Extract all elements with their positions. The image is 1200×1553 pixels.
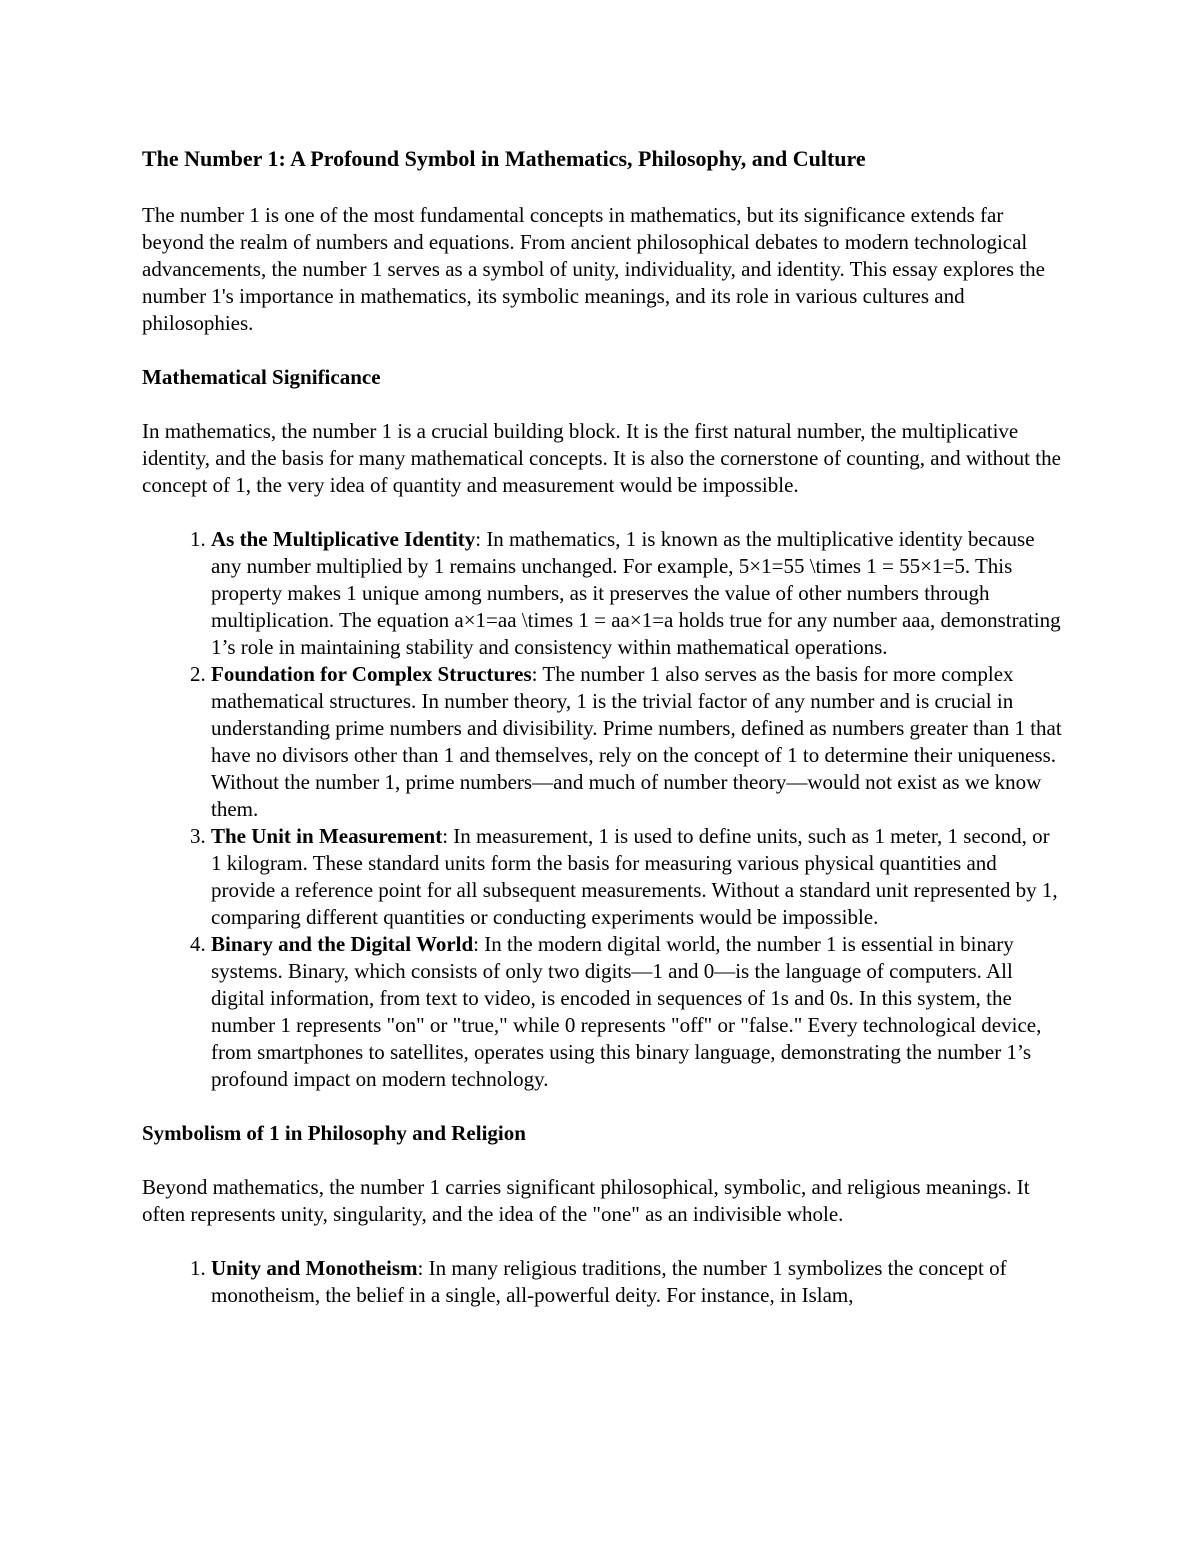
list-item-text: : In measurement, 1 is used to define units, such as 1 meter, 1 second, or 1 kilogram. These standard units form the basis for measuring various physical quantities and provide a reference point for all subsequent measurements. Without a standard unit represented by 1, comparing different quantities or conducting experiments would be impossible. [211,824,1058,929]
section-paragraph: Beyond mathematics, the number 1 carries significant philosophical, symbolic, and religious meanings. It often represents unity, singularity, and the idea of the "one" as an indivisible whole. [142,1175,1030,1226]
section-heading-symbolism: Symbolism of 1 in Philosophy and Religion [142,1121,526,1145]
numbered-list [142,1255,1062,1309]
list-item-text: : The number 1 also serves as the basis for more complex mathematical structures. In number theory, 1 is the trivial factor of any number and is crucial in understanding prime numbers and divisibility. Prime numbers, defined as numbers greater than 1 that have no divisors other than 1 and themselves, rely on the concept of 1 to determine their uniqueness. Without the number 1, prime numbers—and much of number theory—would not exist as we know them. [211,662,1062,821]
section-paragraph: In mathematics, the number 1 is a crucial building block. It is the first natural number, the multiplicative identity, and the basis for many mathematical concepts. It is also the cornerstone of counting, and without the concept of 1, the very idea of quantity and measurement would be impossible. [142,419,1061,497]
intro-paragraph: The number 1 is one of the most fundamental concepts in mathematics, but its significance extends far beyond the realm of numbers and equations. From ancient philosophical debates to modern technological advancements, the number 1 serves as a symbol of unity, individuality, and identity. This essay explores the number 1's importance in mathematics, its symbolic meanings, and its role in various cultures and philosophies. [142,203,1045,335]
section-heading-mathematical-significance: Mathematical Significance [142,365,381,389]
document-body [142,143,1062,1336]
list-item-text: : In many religious traditions, the number 1 symbolizes the concept of monotheism, the belief in a single, all-powerful deity. For instance, in Islam, [211,1256,1007,1307]
numbered-list [142,526,1062,1093]
list-item-text: : In the modern digital world, the number 1 is essential in binary systems. Binary, which consists of only two digits—1 and 0—is the language of computers. All digital information, from text to video, is encoded in sequences of 1s and 0s. In this system, the number 1 represents "on" or "true," while 0 represents "off" or "false." Every technological device, from smartphones to satellites, operates using this binary language, demonstrating the number 1’s profound impact on modern technology. [211,932,1042,1091]
list-item [211,931,1062,1093]
list-item-term: Foundation for Complex Structures [211,662,532,686]
page-title: The Number 1: A Profound Symbol in Mathematics, Philosophy, and Culture [142,146,866,171]
list-item-term: The Unit in Measurement [211,824,443,848]
list-item [211,823,1062,931]
list-item [211,526,1062,661]
list-item-text: : In mathematics, 1 is known as the multiplicative identity because any number multiplied by 1 remains unchanged. For example, 5×1=55 \times 1 = 55×1=5. This property makes 1 unique among numbers, as it preserves the value of other numbers through multiplication. The equation a×1=aa \times 1 = aa×1=a holds true for any number aaa, demonstrating 1’s role in maintaining stability and consistency within mathematical operations. [211,527,1061,659]
list-item-term: Binary and the Digital World [211,932,474,956]
list-item [211,661,1062,823]
list-item-term: As the Multiplicative Identity [211,527,476,551]
list-item [211,1255,1062,1309]
list-item-term: Unity and Monotheism [211,1256,418,1280]
